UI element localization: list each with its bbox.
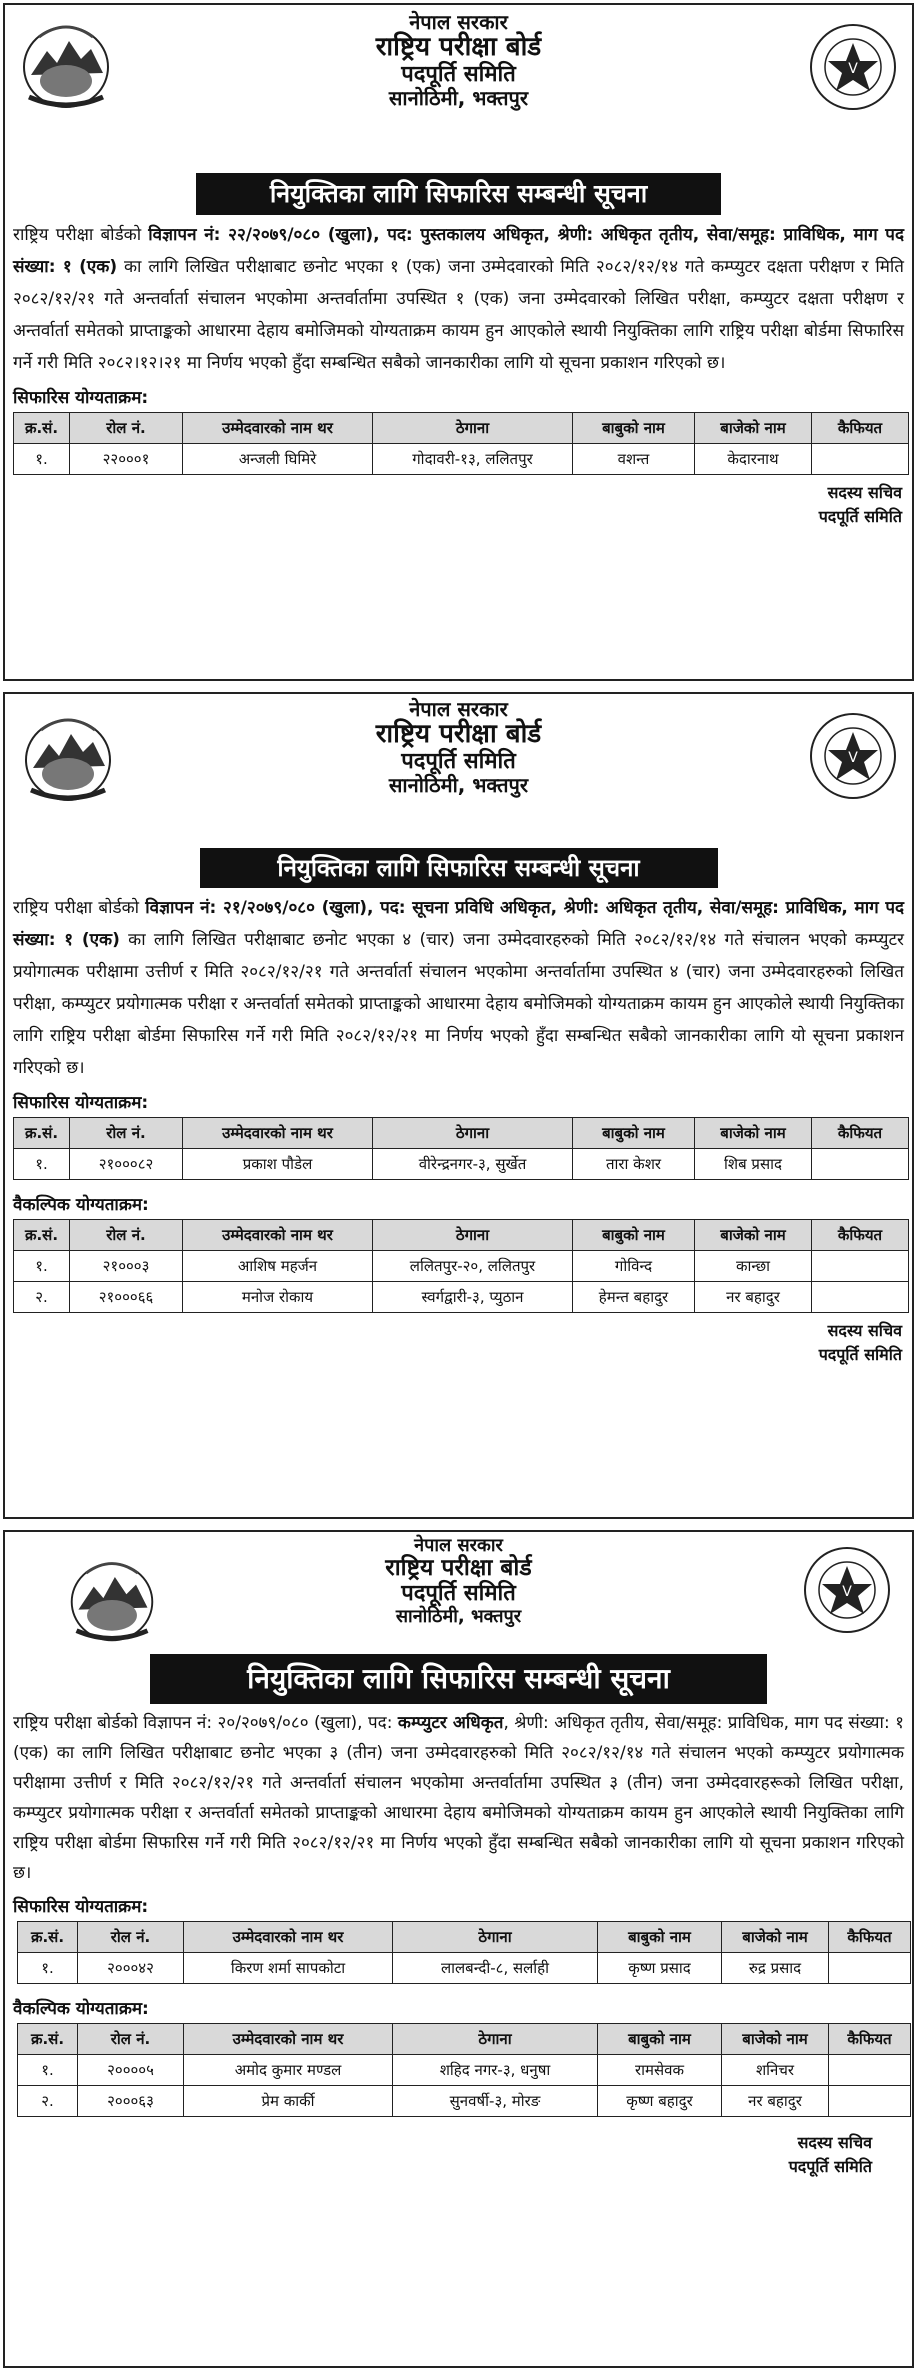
- header-board-name: राष्ट्रिय परीक्षा बोर्ड: [375, 719, 542, 750]
- table-row: [14, 1282, 909, 1313]
- cell-serial: १.: [18, 1953, 78, 1984]
- cell-father: कृष्ण बहादुर: [598, 2086, 722, 2117]
- cell-roll: २०००४२: [78, 1953, 184, 1984]
- notice-header: [5, 5, 912, 173]
- table-row: [18, 2086, 911, 2117]
- cell-remarks: [829, 2086, 911, 2117]
- col-remarks: कैफियत: [829, 1922, 911, 1953]
- col-father: बाबुको नाम: [573, 413, 695, 444]
- cell-remarks: [829, 2055, 911, 2086]
- col-name: उम्मेदवारको नाम थर: [183, 1220, 373, 1251]
- cell-address: स्वर्गद्वारी-३, प्युठान: [373, 1282, 573, 1313]
- cell-roll: २०००६३: [78, 2086, 184, 2117]
- col-address: ठेगाना: [373, 1118, 573, 1149]
- body-text-bold: कम्प्युटर अधिकृत: [397, 1713, 504, 1733]
- cell-father: गोविन्द: [573, 1251, 695, 1282]
- table-row: [18, 2055, 911, 2086]
- table-header-row: [18, 1922, 911, 1953]
- alternative-list-title: वैकल्पिक योग्यताक्रम:: [13, 1999, 149, 2019]
- cell-remarks: [812, 1251, 909, 1282]
- col-grandfather: बाजेको नाम: [695, 413, 812, 444]
- table-row: [14, 444, 909, 475]
- signature-block: [5, 1319, 912, 1367]
- col-name: उम्मेदवारको नाम थर: [184, 2024, 393, 2055]
- cell-remarks: [829, 1953, 911, 1984]
- body-text-start: राष्ट्रिय परीक्षा बोर्डको विज्ञापन नं: २०/२०७९/०८० (खुला), पद:: [13, 1713, 398, 1733]
- col-father: बाबुको नाम: [573, 1220, 695, 1251]
- cell-grandfather: रुद्र प्रसाद: [722, 1953, 829, 1984]
- cell-roll: २१०००६६: [70, 1282, 183, 1313]
- col-roll: रोल नं.: [78, 2024, 184, 2055]
- svg-text:V: V: [842, 1584, 852, 1600]
- signature-title: सदस्य सचिव: [827, 483, 902, 502]
- cell-serial: १.: [14, 1251, 70, 1282]
- col-roll: रोल नं.: [70, 1220, 183, 1251]
- cell-grandfather: नर बहादुर: [695, 1282, 812, 1313]
- col-serial: क्र.सं.: [18, 1922, 78, 1953]
- header-address: सानोठिमी, भक्तपुर: [388, 773, 529, 798]
- col-remarks: कैफियत: [812, 413, 909, 444]
- cell-grandfather: केदारनाथ: [695, 444, 812, 475]
- cell-name: अन्जली घिमिरे: [183, 444, 373, 475]
- table-row: [18, 1953, 911, 1984]
- cell-serial: १.: [18, 2055, 78, 2086]
- cell-serial: १.: [14, 1149, 70, 1180]
- col-grandfather: बाजेको नाम: [722, 1922, 829, 1953]
- nepal-emblem-icon: [17, 15, 115, 115]
- recommended-table: [13, 412, 909, 475]
- cell-name: आशिष महर्जन: [183, 1251, 373, 1282]
- header-government: नेपाल सरकार: [414, 1535, 503, 1556]
- signature-title: सदस्य सचिव: [797, 2133, 872, 2152]
- cell-father: कृष्ण प्रसाद: [598, 1953, 722, 1984]
- recommended-list-title: सिफारिस योग्यताक्रम:: [13, 388, 149, 408]
- notice-1: [3, 3, 914, 681]
- cell-address: ललितपुर-२०, ललितपुर: [373, 1251, 573, 1282]
- body-text-rest: का लागि लिखित परीक्षाबाट छनोट भएका ४ (चार) जना उम्मेदवारहरुको मिति २०८२/१२/१४ गते संचालन भएको कम्प्युटर प्रयोगात्मक परीक्षामा उत्तीर्ण र मिति २०८२/१२/२१ गते अन्तर्वार्ता संचालन भएकोमा अन्तर्वार्तामा उपस्थित ४ (चार) जना उम्मेदवारहरुको लिखित परीक्षा, कम्प्युटर प्रयोगात्मक परीक्षा र अन्तर्वार्ता समेतको प्राप्ताङ्कको आधारमा देहाय बमोजिमको योग्यताक्रम कायम हुन आएकोले स्थायी नियुक्तिका लागि राष्ट्रिय परीक्षा बोर्डमा सिफारिस गर्ने गरी मिति २०८२/१२/२१ मा निर्णय भएकोे हुँदा सम्बन्धित सबैको जानकारीका लागि यो सूचना प्रकाशन गरिएको छ।: [13, 930, 905, 1078]
- col-remarks: कैफियत: [812, 1118, 909, 1149]
- svg-text:V: V: [848, 61, 858, 77]
- col-grandfather: बाजेको नाम: [722, 2024, 829, 2055]
- cell-grandfather: नर बहादुर: [722, 2086, 829, 2117]
- table-header-row: [14, 1118, 909, 1149]
- body-text-rest: का लागि लिखित परीक्षाबाट छनोट भएका १ (एक) जना उम्मेदवारको मिति २०८२/१२/१४ गते कम्प्युटर दक्षता परीक्षण र मिति २०८२/१२/२१ गते अन्तर्वार्ता संचालन भएकोमा अन्तर्वार्तामा उपस्थित १ (एक) जना उम्मेदवारको लिखित परीक्षा, कम्प्युटर दक्षता परीक्षण र अन्तर्वार्ता समेतको प्राप्ताङ्कको आधारमा देहाय बमोजिमको योग्यताक्रम कायम हुन आएकोले स्थायी नियुक्तिका लागि राष्ट्रिय परीक्षा बोर्डमा सिफारिस गर्ने गरी मिति २०८२।१२।२१ मा निर्णय भएकोे हुँदा सम्बन्धित सबैको जानकारीका लागि यो सूचना प्रकाशन गरिएको छ।: [13, 257, 904, 373]
- header-committee: पदपूर्ति समिति: [401, 1580, 516, 1606]
- cell-grandfather: शनिचर: [722, 2055, 829, 2086]
- cell-address: सुनवर्षी-३, मोरङ: [393, 2086, 598, 2117]
- cell-father: वशन्त: [573, 444, 695, 475]
- body-text-start: राष्ट्रिय परीक्षा बोर्डको: [13, 225, 149, 245]
- cell-roll: २००००५: [78, 2055, 184, 2086]
- notice-header: [5, 694, 912, 848]
- body-text-bold: विज्ञापन नं: २१/२०७९/०८० (खुला), पद: सूचना प्रविधि अधिकृत, श्रेणी: अधिकृत तृतीय, सेवा/समूह: प्राविधिक, माग पद संख्या: १ (एक): [13, 898, 904, 950]
- notice-body: [5, 892, 912, 1084]
- cell-name: अमोद कुमार मण्डल: [184, 2055, 393, 2086]
- recommended-list-title: सिफारिस योग्यताक्रम:: [13, 1897, 149, 1917]
- cell-remarks: [812, 444, 909, 475]
- exam-board-seal-icon: [802, 1544, 892, 1636]
- cell-father: हेमन्त बहादुर: [573, 1282, 695, 1313]
- recommended-table: [17, 1921, 911, 1984]
- col-father: बाबुको नाम: [598, 2024, 722, 2055]
- alternative-list-title: वैकल्पिक योग्यताक्रम:: [13, 1195, 149, 1215]
- cell-remarks: [812, 1149, 909, 1180]
- cell-roll: २२०००१: [70, 444, 183, 475]
- table-row: [14, 1149, 909, 1180]
- header-board-name: राष्ट्रिय परीक्षा बोर्ड: [385, 1555, 532, 1582]
- header-committee: पदपूर्ति समिति: [401, 61, 516, 87]
- cell-serial: २.: [14, 1282, 70, 1313]
- body-text-rest: , श्रेणी: अधिकृत तृतीय, सेवा/समूह: प्राविधिक, माग पद संख्या: १ (एक) का लागि लिखित परीक्षाबाट छनोट भएका ३ (तीन) जना उम्मेदवारहरुको मिति २०८२/१२/१४ गते संचालन भएको कम्प्युटर प्रयोगात्मक परीक्षामा उत्तीर्ण र मिति २०८२/१२/२१ गते अन्तर्वार्ता संचालन भएकोमा अन्तर्वार्तामा उपस्थित ३ (तीन) जना उम्मेदवारहरूको लिखित परीक्षा, कम्प्युटर प्रयोगात्मक परीक्षा र अन्तर्वार्ता समेतको प्राप्ताङ्कको आधारमा देहाय बमोजिमको योग्यताक्रम कायम हुन आएकोले स्थायी नियुक्तिका लागि राष्ट्रिय परीक्षा बोर्डमा सिफारिस गर्ने गरी मिति २०८२/१२/२१ मा निर्णय भएकोे हुँदा सम्बन्धित सबैको जानकारीका लागि यो सूचना प्रकाशन गरिएको छ।: [13, 1713, 904, 1883]
- alternative-table: [13, 1219, 909, 1313]
- cell-roll: २१०००८२: [70, 1149, 183, 1180]
- col-father: बाबुको नाम: [598, 1922, 722, 1953]
- cell-name: प्रेम कार्की: [184, 2086, 393, 2117]
- table-header-row: [14, 1220, 909, 1251]
- cell-father: तारा केशर: [573, 1149, 695, 1180]
- cell-address: लालबन्दी-८, सर्लाही: [393, 1953, 598, 1984]
- header-government: नेपाल सरकार: [409, 10, 508, 34]
- cell-address: वीरेन्द्रनगर-३, सुर्खेत: [373, 1149, 573, 1180]
- svg-text:V: V: [848, 750, 858, 766]
- header-address: सानोठिमी, भक्तपुर: [395, 1605, 522, 1627]
- cell-grandfather: शिब प्रसाद: [695, 1149, 812, 1180]
- col-grandfather: बाजेको नाम: [695, 1118, 812, 1149]
- col-serial: क्र.सं.: [14, 1220, 70, 1251]
- cell-name: किरण शर्मा सापकोटा: [184, 1953, 393, 1984]
- col-address: ठेगाना: [393, 1922, 598, 1953]
- body-text-start: राष्ट्रिय परीक्षा बोर्डको: [13, 898, 146, 918]
- cell-father: रामसेवक: [598, 2055, 722, 2086]
- table-row: [14, 1251, 909, 1282]
- notice-header: [5, 1532, 912, 1642]
- notice-body: [5, 219, 912, 379]
- col-serial: क्र.सं.: [14, 413, 70, 444]
- alternative-table: [17, 2023, 911, 2117]
- header-board-name: राष्ट्रिय परीक्षा बोर्ड: [375, 32, 542, 63]
- header-address: सानोठिमी, भक्तपुर: [388, 86, 529, 111]
- cell-name: प्रकाश पौडेल: [183, 1149, 373, 1180]
- nepal-emblem-icon: [19, 708, 117, 808]
- cell-grandfather: कान्छा: [695, 1251, 812, 1282]
- cell-serial: १.: [14, 444, 70, 475]
- cell-remarks: [812, 1282, 909, 1313]
- col-serial: क्र.सं.: [14, 1118, 70, 1149]
- cell-address: शहिद नगर-३, धनुषा: [393, 2055, 598, 2086]
- col-name: उम्मेदवारको नाम थर: [183, 1118, 373, 1149]
- col-grandfather: बाजेको नाम: [695, 1220, 812, 1251]
- col-address: ठेगाना: [393, 2024, 598, 2055]
- notice-banner: नियुक्तिका लागि सिफारिस सम्बन्धी सूचना: [150, 1654, 767, 1704]
- table-header-row: [14, 413, 909, 444]
- recommended-table: [13, 1117, 909, 1180]
- col-roll: रोल नं.: [78, 1922, 184, 1953]
- recommended-list-title: सिफारिस योग्यताक्रम:: [13, 1093, 149, 1113]
- exam-board-seal-icon: [808, 710, 898, 802]
- signature-committee: पदपूर्ति समिति: [788, 2157, 872, 2176]
- col-address: ठेगाना: [373, 1220, 573, 1251]
- col-name: उम्मेदवारको नाम थर: [184, 1922, 393, 1953]
- col-name: उम्मेदवारको नाम थर: [183, 413, 373, 444]
- cell-name: मनोज रोकाय: [183, 1282, 373, 1313]
- notice-2: [3, 692, 914, 1519]
- nepal-emblem-icon: [65, 1552, 159, 1648]
- signature-block: [5, 2131, 912, 2179]
- notice-body: [5, 1708, 912, 1888]
- col-remarks: कैफियत: [812, 1220, 909, 1251]
- col-father: बाबुको नाम: [573, 1118, 695, 1149]
- notice-banner: नियुक्तिका लागि सिफारिस सम्बन्धी सूचना: [196, 173, 721, 215]
- signature-title: सदस्य सचिव: [827, 1321, 902, 1340]
- table-header-row: [18, 2024, 911, 2055]
- cell-serial: २.: [18, 2086, 78, 2117]
- header-government: नेपाल सरकार: [409, 697, 508, 721]
- notice-banner: नियुक्तिका लागि सिफारिस सम्बन्धी सूचना: [200, 848, 718, 888]
- header-committee: पदपूर्ति समिति: [401, 748, 516, 774]
- cell-roll: २१०००३: [70, 1251, 183, 1282]
- signature-committee: पदपूर्ति समिति: [818, 507, 902, 526]
- col-remarks: कैफियत: [829, 2024, 911, 2055]
- signature-block: [5, 481, 912, 529]
- body-text-bold: विज्ञापन नं: २२/२०७९/०८० (खुला), पद: पुस्तकालय अधिकृत, श्रेणी: अधिकृत तृतीय, सेवा/समूह: प्राविधिक, माग पद संख्या: १ (एक): [13, 225, 904, 277]
- cell-address: गोदावरी-१३, ललितपुर: [373, 444, 573, 475]
- col-serial: क्र.सं.: [18, 2024, 78, 2055]
- exam-board-seal-icon: [808, 21, 898, 113]
- notice-3: [3, 1530, 914, 2368]
- col-address: ठेगाना: [373, 413, 573, 444]
- signature-committee: पदपूर्ति समिति: [818, 1345, 902, 1364]
- col-roll: रोल नं.: [70, 1118, 183, 1149]
- col-roll: रोल नं.: [70, 413, 183, 444]
